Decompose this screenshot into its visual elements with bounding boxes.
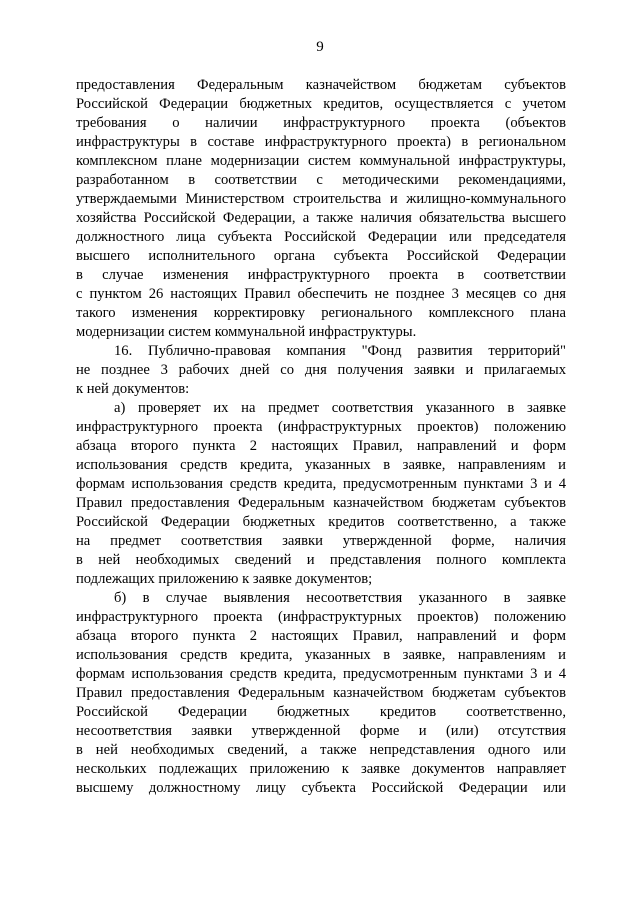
text-line: требования о наличии инфраструктурного проекта (объектов — [76, 115, 566, 131]
text-line: такого изменения корректировку регионального комплексного плана — [76, 305, 566, 321]
text-line: не позднее 3 рабочих дней со дня получения заявки и прилагаемых — [76, 362, 566, 378]
text-line: в ней необходимых сведений, а также непредставления одного или — [76, 742, 566, 758]
text-line: предоставления Федеральным казначейством бюджетам субъектов — [76, 77, 566, 93]
text-line: в ней необходимых сведений и представления полного комплекта — [76, 552, 566, 568]
text-line: использования средств кредита, указанных в заявке, направлениям и — [76, 647, 566, 663]
page-number: 9 — [316, 39, 324, 55]
text-line: а) проверяет их на предмет соответствия указанного в заявке — [114, 400, 566, 416]
text-line: инфраструктурного проекта (инфраструктурных проектов) положению — [76, 609, 566, 625]
text-line: Правил предоставления Федеральным казначейством бюджетам субъектов — [76, 495, 566, 511]
text-line: утверждаемыми Министерством строительства и жилищно-коммунального — [76, 191, 566, 207]
text-line: на предмет соответствия заявки утвержденной форме, наличия — [76, 533, 566, 549]
text-line: Российской Федерации бюджетных кредитов, осуществляется с учетом — [76, 96, 566, 112]
text-line: разработанном в соответствии с методическими рекомендациями, — [76, 172, 566, 188]
text-line: абзаца второго пункта 2 настоящих Правил, направлений и форм — [76, 438, 566, 454]
text-line: использования средств кредита, указанных в заявке, направлениям и — [76, 457, 566, 473]
text-line: б) в случае выявления несоответствия указанного в заявке — [114, 590, 566, 606]
text-line: высшему должностному лицу субъекта Российской Федерации или — [76, 780, 566, 796]
text-line: хозяйства Российской Федерации, а также наличия обязательства высшего — [76, 210, 566, 226]
text-line: инфраструктурного проекта (инфраструктурных проектов) положению — [76, 419, 566, 435]
text-line: подлежащих приложению к заявке документов; — [76, 571, 373, 587]
text-line: Правил предоставления Федеральным казначейством бюджетам субъектов — [76, 685, 566, 701]
text-line: комплексном плане модернизации систем коммунальной инфраструктуры, — [76, 153, 566, 169]
text-line: несоответствия заявки утвержденной форме и (или) отсутствия — [76, 723, 566, 739]
text-line: к ней документов: — [76, 381, 190, 397]
text-line: должностного лица субъекта Российской Федерации или председателя — [76, 229, 566, 245]
text-line: формам использования средств кредита, предусмотренным пунктами 3 и 4 — [76, 666, 566, 682]
text-line: высшего исполнительного органа субъекта Российской Федерации — [76, 248, 566, 264]
text-line: инфраструктуры в составе инфраструктурного проекта) в региональном — [76, 134, 566, 150]
text-line: в случае изменения инфраструктурного проекта в соответствии — [76, 267, 566, 283]
text-line: нескольких подлежащих приложению к заявке документов направляет — [76, 761, 566, 777]
text-line: Российской Федерации бюджетных кредитов соответственно, — [76, 704, 566, 720]
text-line: формам использования средств кредита, предусмотренным пунктами 3 и 4 — [76, 476, 566, 492]
document-body — [76, 76, 566, 798]
text-line: с пунктом 26 настоящих Правил обеспечить не позднее 3 месяцев со дня — [76, 286, 566, 302]
text-line: Российской Федерации бюджетных кредитов соответственно, а также — [76, 514, 566, 530]
text-line: модернизации систем коммунальной инфраструктуры. — [76, 324, 417, 340]
text-line: абзаца второго пункта 2 настоящих Правил, направлений и форм — [76, 628, 566, 644]
text-line: 16. Публично-правовая компания "Фонд развития территорий" — [114, 343, 566, 359]
